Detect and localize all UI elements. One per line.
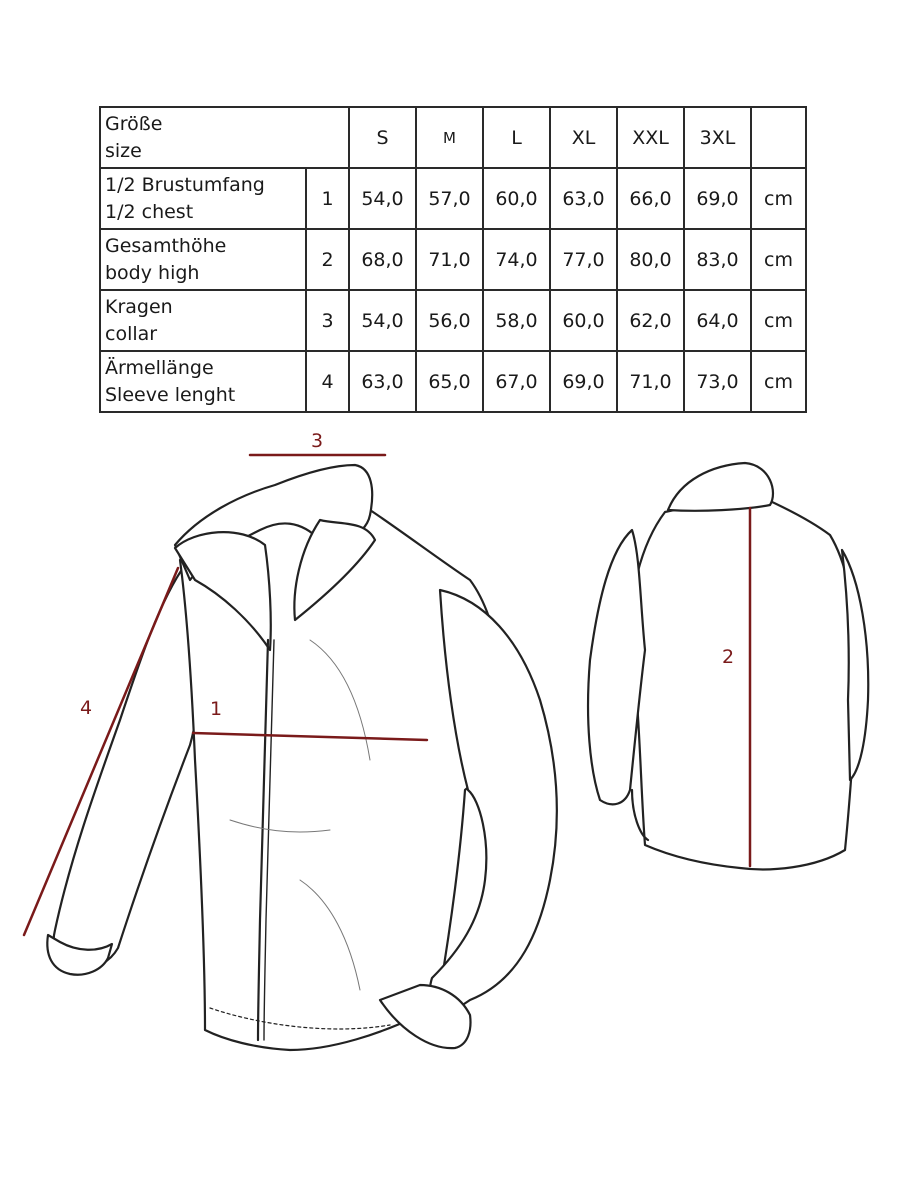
row-label-en: collar [105,322,158,345]
size-header-xl: XL [550,107,617,168]
value-cell: 54,0 [349,168,416,229]
unit-cell: cm [751,229,806,290]
value-cell: 57,0 [416,168,483,229]
row-label-de: Gesamthöhe [105,234,227,257]
chest-label: 1 [210,698,223,720]
value-cell: 67,0 [483,351,550,412]
row-number: 4 [306,351,349,412]
row-label-en: Sleeve lenght [105,383,236,406]
value-cell: 60,0 [483,168,550,229]
value-cell: 71,0 [416,229,483,290]
row-number: 2 [306,229,349,290]
value-cell: 56,0 [416,290,483,351]
value-cell: 74,0 [483,229,550,290]
value-cell: 64,0 [684,290,751,351]
value-cell: 63,0 [349,351,416,412]
size-header-s: S [349,107,416,168]
row-label-de: Ärmellänge [105,356,214,379]
row-label-en: body high [105,261,200,284]
value-cell: 69,0 [550,351,617,412]
row-number: 3 [306,290,349,351]
value-cell: 71,0 [617,351,684,412]
sleeve-label: 4 [80,697,93,719]
value-cell: 77,0 [550,229,617,290]
value-cell: 54,0 [349,290,416,351]
unit-cell: cm [751,290,806,351]
unit-cell: cm [751,351,806,412]
row-label-de: Kragen [105,295,173,318]
value-cell: 73,0 [684,351,751,412]
value-cell: 62,0 [617,290,684,351]
unit-cell: cm [751,168,806,229]
value-cell: 68,0 [349,229,416,290]
size-header-xxl: XXL [617,107,684,168]
size-label-de: Größe [105,112,163,135]
jacket-front-drawing [47,465,557,1050]
size-header-m: M [416,107,483,168]
row-label-de: 1/2 Brustumfang [105,173,265,196]
value-cell: 65,0 [416,351,483,412]
row-label-en: 1/2 chest [105,200,194,223]
value-cell: 60,0 [550,290,617,351]
collar-label: 3 [311,430,324,452]
value-cell: 80,0 [617,229,684,290]
value-cell: 69,0 [684,168,751,229]
row-number: 1 [306,168,349,229]
size-header-3xl: 3XL [684,107,751,168]
value-cell: 58,0 [483,290,550,351]
size-header-l: L [483,107,550,168]
jacket-back-drawing [588,463,868,869]
value-cell: 66,0 [617,168,684,229]
value-cell: 83,0 [684,229,751,290]
value-cell: 63,0 [550,168,617,229]
height-label: 2 [722,646,735,668]
size-label-en: size [105,139,142,162]
